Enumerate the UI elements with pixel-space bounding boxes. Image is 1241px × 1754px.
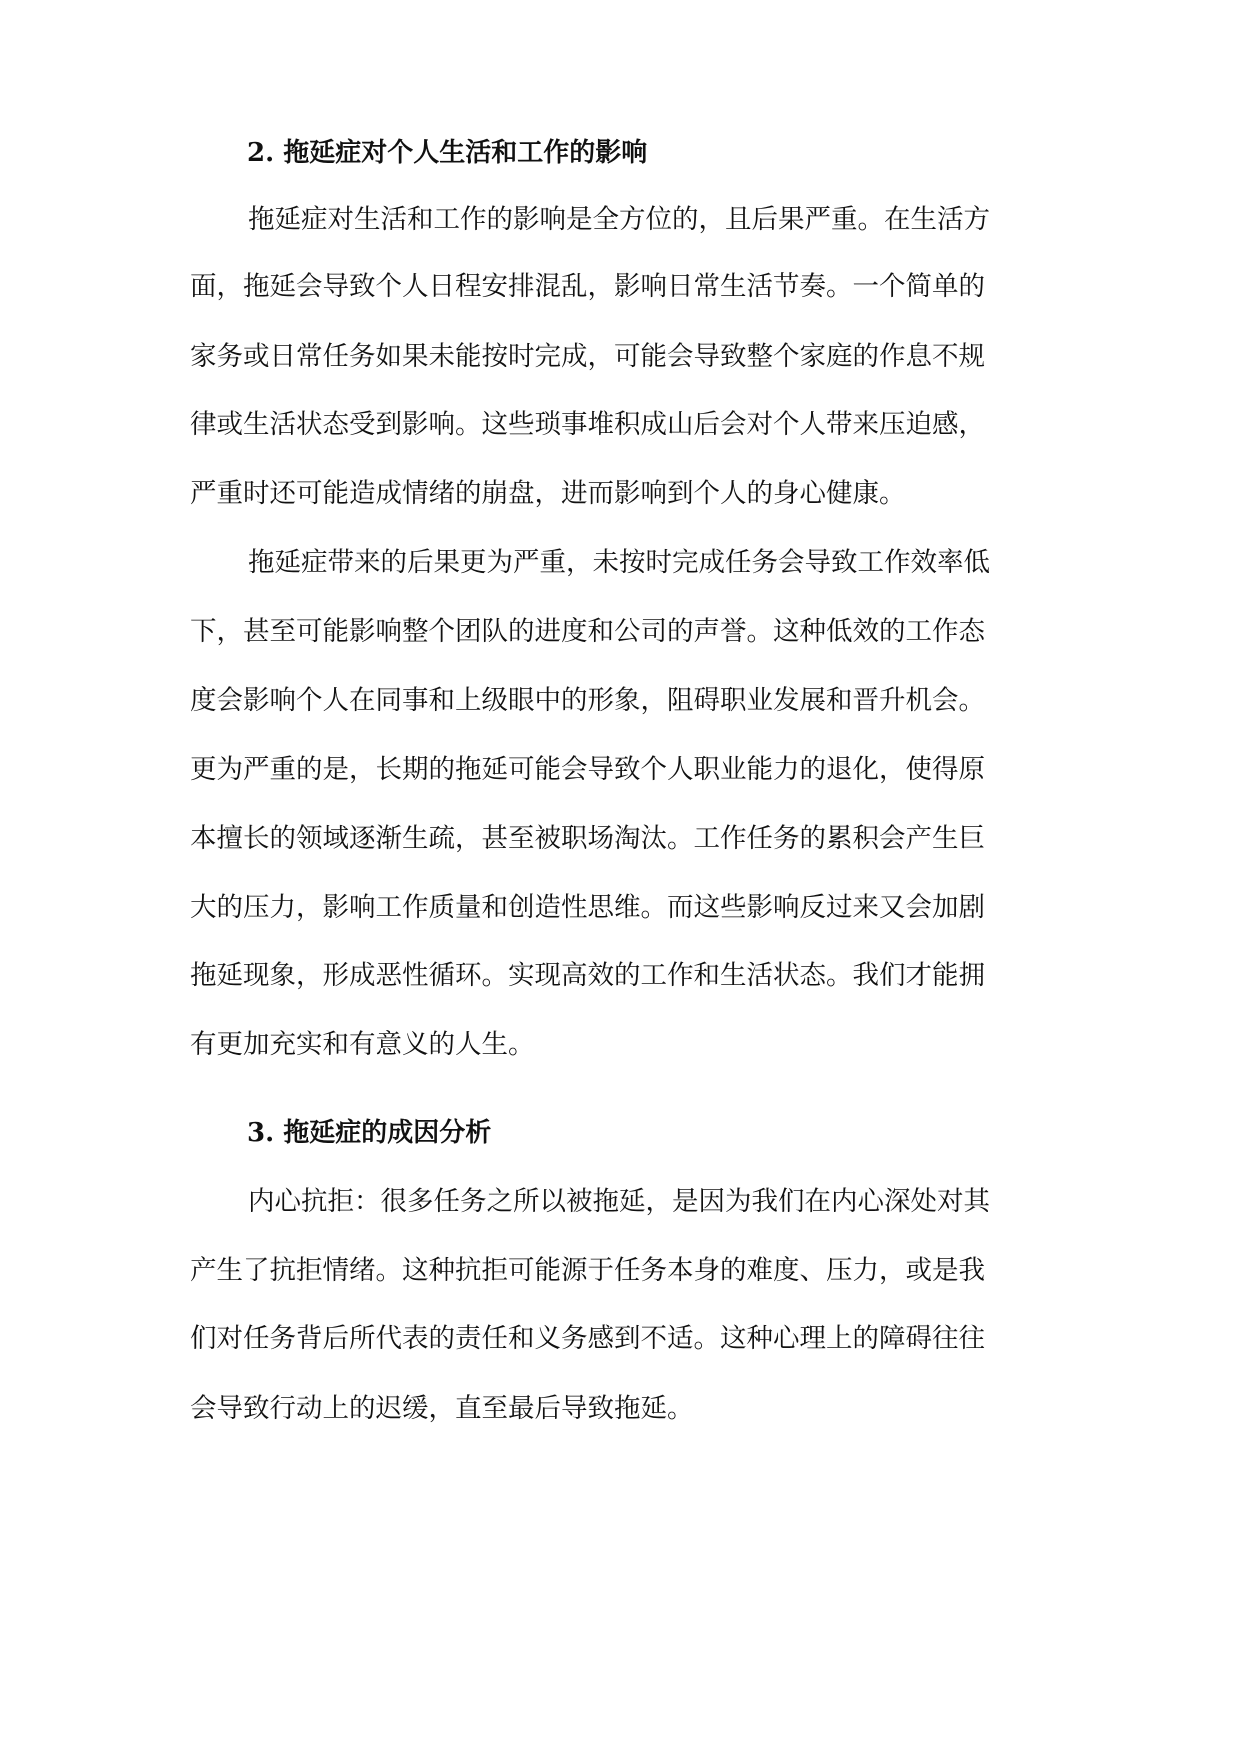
section-heading: 2. 拖延症对个人生活和工作的影响	[247, 138, 648, 168]
paragraph-line: 面，拖延会导致个人日程安排混乱，影响日常生活节奏。一个简单的	[190, 271, 985, 302]
paragraph-line: 拖延症带来的后果更为严重，未按时完成任务会导致工作效率低	[248, 547, 990, 578]
paragraph-line: 内心抗拒：很多任务之所以被拖延，是因为我们在内心深处对其	[248, 1186, 990, 1217]
paragraph-line: 律或生活状态受到影响。这些琐事堆积成山后会对个人带来压迫感，	[190, 409, 985, 440]
paragraph-line: 严重时还可能造成情绪的崩盘，进而影响到个人的身心健康。	[190, 478, 906, 509]
paragraph-line: 本擅长的领域逐渐生疏，甚至被职场淘汰。工作任务的累积会产生巨	[190, 823, 985, 854]
paragraph-line: 产生了抗拒情绪。这种抗拒可能源于任务本身的难度、压力，或是我	[190, 1255, 985, 1286]
paragraph-line: 大的压力，影响工作质量和创造性思维。而这些影响反过来又会加剧	[190, 892, 985, 923]
paragraph-line: 下，甚至可能影响整个团队的进度和公司的声誉。这种低效的工作态	[190, 616, 985, 647]
paragraph-line: 拖延现象，形成恶性循环。实现高效的工作和生活状态。我们才能拥	[190, 960, 985, 991]
paragraph-line: 拖延症对生活和工作的影响是全方位的，且后果严重。在生活方	[248, 204, 990, 235]
section-heading: 3. 拖延症的成因分析	[247, 1118, 492, 1148]
paragraph-line: 们对任务背后所代表的责任和义务感到不适。这种心理上的障碍往往	[190, 1323, 985, 1354]
paragraph-line: 度会影响个人在同事和上级眼中的形象，阻碍职业发展和晋升机会。	[190, 685, 985, 716]
paragraph-line: 有更加充实和有意义的人生。	[190, 1029, 535, 1060]
paragraph-line: 更为严重的是，长期的拖延可能会导致个人职业能力的退化，使得原	[190, 754, 985, 785]
paragraph-line: 家务或日常任务如果未能按时完成，可能会导致整个家庭的作息不规	[190, 341, 985, 372]
paragraph-line: 会导致行动上的迟缓，直至最后导致拖延。	[190, 1393, 694, 1424]
